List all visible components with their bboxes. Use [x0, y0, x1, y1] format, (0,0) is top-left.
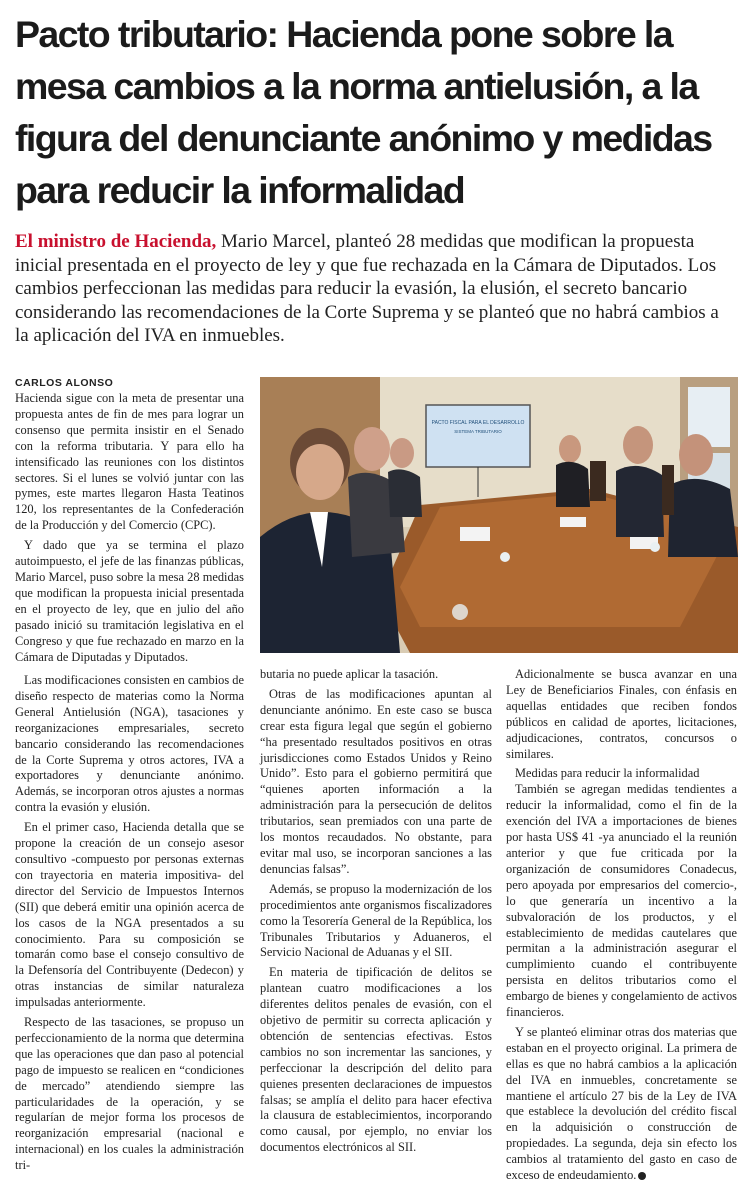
- meeting-photo-illustration: [260, 377, 738, 653]
- screen-title: PACTO FISCAL PARA EL DESARROLLO: [431, 420, 525, 426]
- paragraph: Las modificaciones consisten en cambios de diseño respecto de materias como la Norma General Antielusión (NGA), tasaciones y reorganizaciones empresariales, secreto bancario considerando las recomendaciones de la Corte Suprema y otros actores, IVA a exportadores y denunciante anónimo. Además, se incorporan otros ajustes a normas contra la evasión y elusión.: [15, 673, 244, 815]
- column-2: [260, 667, 492, 1160]
- paragraph: [506, 1025, 737, 1184]
- screen-subtitle: SISTEMA TRIBUTARIO: [454, 429, 502, 434]
- paragraph: También se agregan medidas tendientes a reducir la informalidad, como el fin de la exención del IVA a importaciones de bienes por hasta US$ 41 -ya anunciado el la reunión anterior y que fue criticada por la organización de consumidores Conadecus, pero apoyada por empresarios del comercio-, lo que generaría un incentivo a la subvaloración de los productos, y el establecimiento de medidas cautelares que permitan a la administración asegurar el cumplimiento cuando el contribuyente persista en delitos tributarios como el embargo de bienes y congelamiento de activos financieros.: [506, 782, 737, 1020]
- column-1-top: [15, 391, 244, 669]
- lead-kicker: El ministro de Hacienda,: [15, 231, 217, 252]
- subheading: Medidas para reducir la informalidad: [515, 766, 700, 781]
- paragraph: Hacienda sigue con la meta de presentar una propuesta antes de fin de mes para lograr un consenso que permita insistir en el Senado con la reforma tributaria. Y para ello ha intensificado las reuniones con los distintos sectores. Si el lunes se volvió juntar con las pymes, este martes llegaron Hasta Teatinos 120, los representantes de la Confederación de la Producción y del Comercio (CPC).: [15, 391, 244, 533]
- lead-paragraph: [15, 230, 737, 348]
- column-3: [506, 667, 737, 1188]
- paragraph-text: Y se planteó eliminar otras dos materias que estaban en el proyecto original. La primera de ellas es que no habrá cambios a la aplicación del IVA en inmuebles, concretamente se mantiene el artículo 27 bis de la Ley de IVA que establece la devolución del crédito fiscal en la adquisición o construcción de propiedades. La segunda, deja sin efecto los cambios al tratamiento del gasto en caso de exceso de endeudamiento.: [506, 1024, 737, 1183]
- end-mark-icon: [638, 1172, 646, 1180]
- paragraph: Y dado que ya se termina el plazo autoimpuesto, el jefe de las finanzas públicas, Mario Marcel, puso sobre la mesa 28 medidas que modifican la propuesta inicial presentada en el proyecto de ley, que en julio del año pasado inició su tramitación legislativa en el Congreso y que fue rechazado en marzo en la Cámara de Diputadas y Diputados.: [15, 538, 244, 664]
- column-1-bottom: [15, 673, 244, 1178]
- lead-text: Mario Marcel, planteó 28 medidas que modifican la propuesta inicial presentada en el proyecto de ley y que fue rechazada en la Cámara de Diputados. Los cambios perfeccionan las medidas para reducir la evasión, la elusión, el secreto bancario considerando las recomendaciones de la Corte Suprema y se planteó que no habrá cambios a la aplicación del IVA en inmuebles.: [15, 231, 719, 347]
- paragraph: butaria no puede aplicar la tasación.: [260, 667, 439, 681]
- paragraph: En materia de tipificación de delitos se plantean cuatro modificaciones a los diferentes delitos penales de evasión, con el objetivo de permitir su correcta aplicación y obtención de sentencias efectivas. Estos cambios no son incrementar las sanciones, y perfeccionar la descripción del delito para quienes presenten declaraciones de impuestos falsas; se amplía el delito para hacer efectiva la clausura de establecimientos, incorporando como causal, por ejemplo, no enviar los documentos electrónicos al SII.: [260, 965, 492, 1155]
- paragraph: Adicionalmente se busca avanzar en una Ley de Beneficiarios Finales, con énfasis en aquellas entidades que reciben fondos públicos en calidad de aportes, licitaciones, adjudicaciones, contratos, concursos o similares.: [506, 667, 737, 761]
- paragraph: Otras de las modificaciones apuntan al denunciante anónimo. En este caso se busca crear esta figura legal que según el gobierno “ha presentado resultados positivos en otras jurisdicciones como Estados Unidos y Reino Unido”. Esto para el gobierno permitirá que “quienes aporten información a la administración para la persecución de delitos tributarios, sean premiados con una parte de los montos recaudados. No obstante, para evitar mal uso, se incorporan sanciones a las denuncias falsas”.: [260, 686, 492, 876]
- meeting-photo: [260, 377, 738, 653]
- paragraph: Además, se propuso la modernización de los procedimientos ante organismos fiscalizadores como la Tesorería General de la República, los Tribunales Tributarios y Aduaneros, el Servicio Nacional de Aduanas y el SII.: [260, 881, 492, 960]
- headline: Pacto tributario: Hacienda pone sobre la mesa cambios a la norma antielusión, a la figura del denunciante anónimo y medidas para reducir la informalidad: [15, 13, 712, 211]
- paragraph: Respecto de las tasaciones, se propuso un perfeccionamiento de la norma que determina que las operaciones que dan paso al potencial pago de impuesto se realicen en “condiciones de mercado” atendiendo siempre las particularidades de la operación, y se regularían de mejor forma los procesos de reorganización empresarial (nacional e internacional) en los cuales la administración tri-: [15, 1015, 244, 1173]
- paragraph: En el primer caso, Hacienda detalla que se propone la creación de un consejo asesor consultivo -compuesto por personas externas con trayectoria en materia impositiva- del director del Servicio de Impuestos Internos (SII) que deberá emitir una opinión acerca de los casos de la NGA presentados a su conocimiento. Para su composición se tomarán como base el consejo consultivo de la Defensoría del Contribuyente (Dedecon) y otras instancias de similar naturaleza impulsadas anteriormente.: [15, 820, 244, 1010]
- byline: CARLOS ALONSO: [15, 377, 114, 389]
